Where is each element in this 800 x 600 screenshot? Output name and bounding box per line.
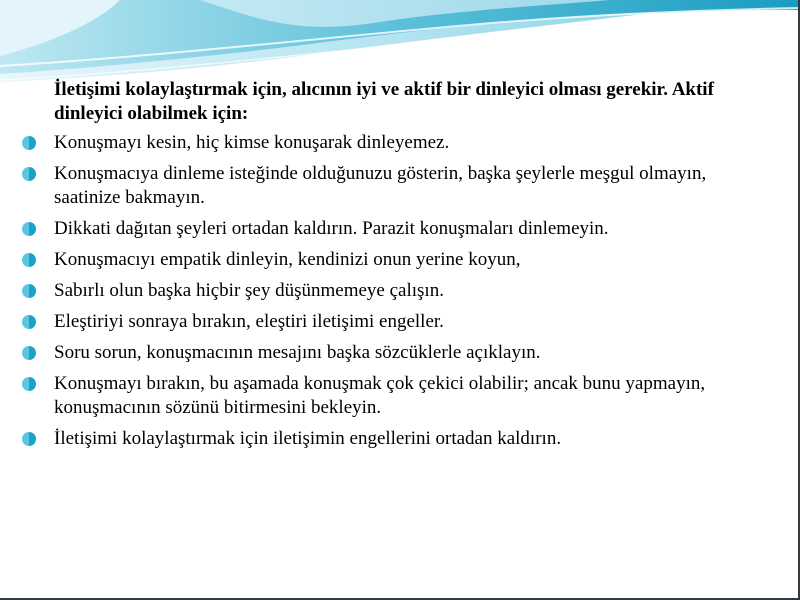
list-item — [22, 162, 742, 210]
list-item-text: Konuşmacıyı empatik dinleyin, kendinizi onun yerine koyun, — [54, 249, 521, 270]
intro-paragraph: İletişimi kolaylaştırmak için, alıcının iyi ve aktif bir dinleyici olması gerekir. Aktif dinleyici olabilmek için: — [54, 79, 714, 124]
bullet-dot-icon — [22, 432, 36, 446]
list-item — [22, 279, 742, 303]
list-item-text: İletişimi kolaylaştırmak için iletişimin engellerini ortadan kaldırın. — [54, 428, 562, 449]
list-item-text: Soru sorun, konuşmacının mesajını başka sözcüklerle açıklayın. — [54, 342, 541, 363]
list-item — [22, 427, 742, 451]
list-item-text: Konuşmayı bırakın, bu aşamada konuşmak çok çekici olabilir; ancak bunu yapmayın, konuşmacının sözünü bitirmesini bekleyin. — [54, 373, 706, 418]
bullet-dot-icon — [22, 315, 36, 329]
list-item — [22, 248, 742, 272]
bullet-dot-icon — [22, 222, 36, 236]
bullet-dot-icon — [22, 167, 36, 181]
list-item-text: Konuşmayı kesin, hiç kimse konuşarak dinleyemez. — [54, 132, 450, 153]
list-item-text: Eleştiriyi sonraya bırakın, eleştiri iletişimi engeller. — [54, 311, 444, 332]
bullet-dot-icon — [22, 346, 36, 360]
list-item-text: Dikkati dağıtan şeyleri ortadan kaldırın. Parazit konuşmaları dinlemeyin. — [54, 218, 609, 239]
slide-content — [22, 78, 742, 458]
list-item-text: Konuşmacıya dinleme isteğinde olduğunuzu gösterin, başka şeylerle meşgul olmayın, saatinize bakmayın. — [54, 163, 707, 208]
list-item — [22, 310, 742, 334]
list-item — [22, 131, 742, 155]
list-item — [22, 217, 742, 241]
list-item — [22, 341, 742, 365]
bullet-dot-icon — [22, 377, 36, 391]
bullet-dot-icon — [22, 253, 36, 267]
list-item — [22, 372, 742, 420]
bullet-dot-icon — [22, 136, 36, 150]
list-item-text: Sabırlı olun başka hiçbir şey düşünmemeye çalışın. — [54, 280, 444, 301]
bullet-list — [22, 131, 742, 451]
header-wave-decoration — [0, 0, 800, 90]
bullet-dot-icon — [22, 284, 36, 298]
